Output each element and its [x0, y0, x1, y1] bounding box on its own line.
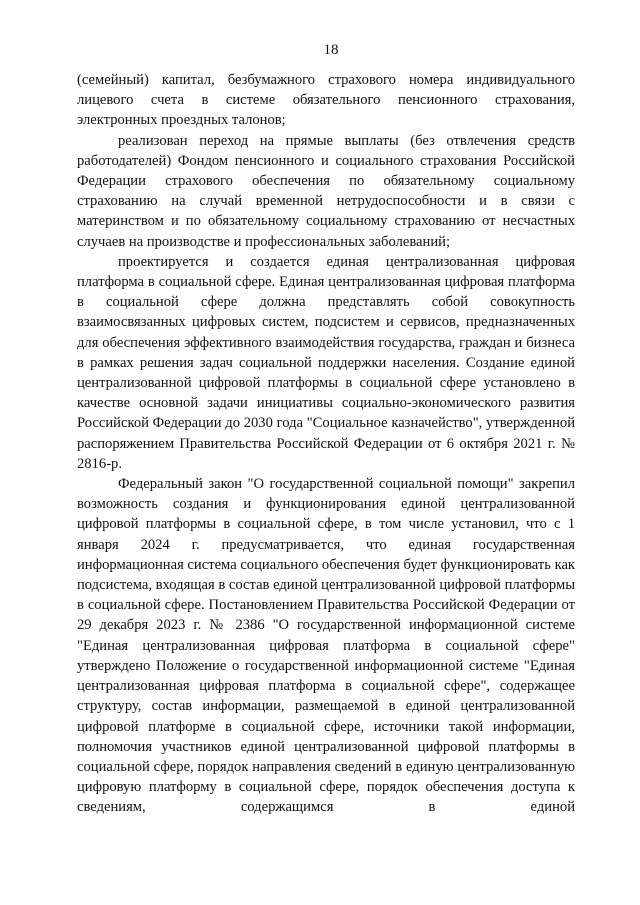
paragraph-direct-payments: реализован переход на прямые выплаты (без отвлечения средств работодателей) Фондом пенсионного и социального страхования Российской Федерации страхового обеспечения по обязательному социальному страхованию на случай временной нетрудоспособности и в связи с материнством и по обязательному социальному страхованию от несчастных случаев на производстве и профессиональных заболеваний;	[77, 132, 575, 250]
page-number: 18	[323, 42, 339, 58]
paragraph-digital-platform: проектируется и создается единая централизованная цифровая платформа в социальной сфере. Единая централизованная цифровая платформа в социальной сфере должна представлять собой совокупность взаимосвязанных цифровых систем, подсистем и сервисов, предназначенных для обеспечения эффективного взаимодействия государства, граждан и бизнеса в рамках решения задач социальной поддержки населения. Создание единой централизованной цифровой платформы в социальной сфере установлено в качестве основной задачи инициативы социально-экономического развития Российской Федерации до 2030 года "Социальное казначейство", утвержденной распоряжением Правительства Российской Федерации от 6 октября 2021 г. № 2816-р.	[77, 253, 575, 472]
body-text	[77, 70, 575, 818]
paragraph-continuation: (семейный) капитал, безбумажного страхового номера индивидуального лицевого счета в системе обязательного пенсионного страхования, электронных проездных талонов;	[77, 72, 575, 129]
paragraph-federal-law: Федеральный закон "О государственной социальной помощи" закрепил возможность создания и функционирования единой централизованной цифровой платформы в социальной сфере, в том числе установил, что с 1 января 2024 г. предусматривается, что единая государственная информационная система социального обеспечения будет функционировать как подсистема, входящая в состав единой централизованной цифровой платформы в социальной сфере. Постановлением Правительства Российской Федерации от 29 декабря 2023 г. № 2386 "О государственной информационной системе "Единая централизованная цифровая платформа в социальной сфере" утверждено Положение о государственной информационной системе "Единая централизованная цифровая платформа в социальной сфере", содержащее структуру, состав информации, размещаемой в единой централизованной цифровой платформе в социальной сфере, источники такой информации, полномочия участников единой централизованной цифровой платформы в социальной сфере, порядок направления сведений в единую централизованную цифровую платформу в социальной сфере, порядок обеспечения доступа к сведениям, содержащимся в единой	[77, 476, 576, 816]
